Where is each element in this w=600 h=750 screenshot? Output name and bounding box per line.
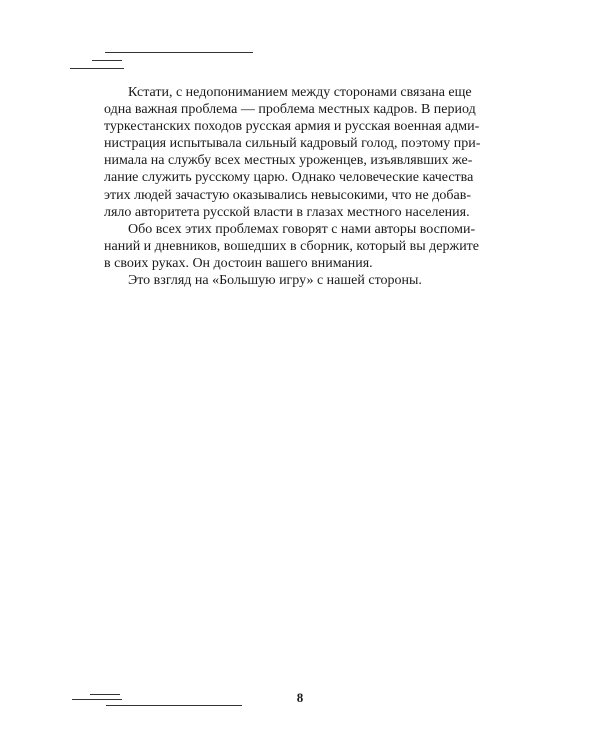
text-line: Кстати, с недопониманием между сторонами связана еще — [128, 85, 472, 100]
text-line: наний и дневников, вошедших в сборник, который вы держите — [104, 238, 480, 254]
header-rule-short — [92, 60, 122, 61]
text-line: нимала на службу всех местных уроженцев, изъявлявших же- — [104, 153, 473, 169]
text-line: ляло авторитета русской власти в глазах местного населения. — [104, 204, 470, 220]
text-line: одна важная проблема — проблема местных кадров. В период — [104, 102, 476, 118]
page-number: 8 — [296, 690, 304, 705]
text-line: лание служить русскому царю. Однако человеческие качества — [104, 170, 474, 186]
text-line: Это взгляд на «Большую игру» с нашей стороны. — [128, 273, 422, 289]
text-line: Обо всех этих проблемах говорят с нами авторы воспоми- — [128, 221, 476, 237]
text-line: нистрация испытывала сильный кадровый голод, поэтому при- — [104, 136, 481, 152]
text-line: этих людей зачастую оказывались невысокими, что не добав- — [104, 187, 471, 203]
text-line: туркестанских походов русская армия и русская военная адми- — [104, 119, 480, 135]
header-rule-lower — [70, 68, 124, 69]
header-rule-long — [105, 52, 253, 53]
text-line: в своих руках. Он достоин вашего внимания. — [104, 255, 373, 271]
footer-rule-mid — [72, 699, 122, 700]
paragraph — [104, 272, 471, 289]
footer-rule-long — [106, 705, 242, 706]
body-text — [104, 84, 481, 289]
paragraph — [104, 221, 480, 272]
paragraph — [104, 84, 481, 221]
footer-rule-short — [90, 694, 120, 695]
